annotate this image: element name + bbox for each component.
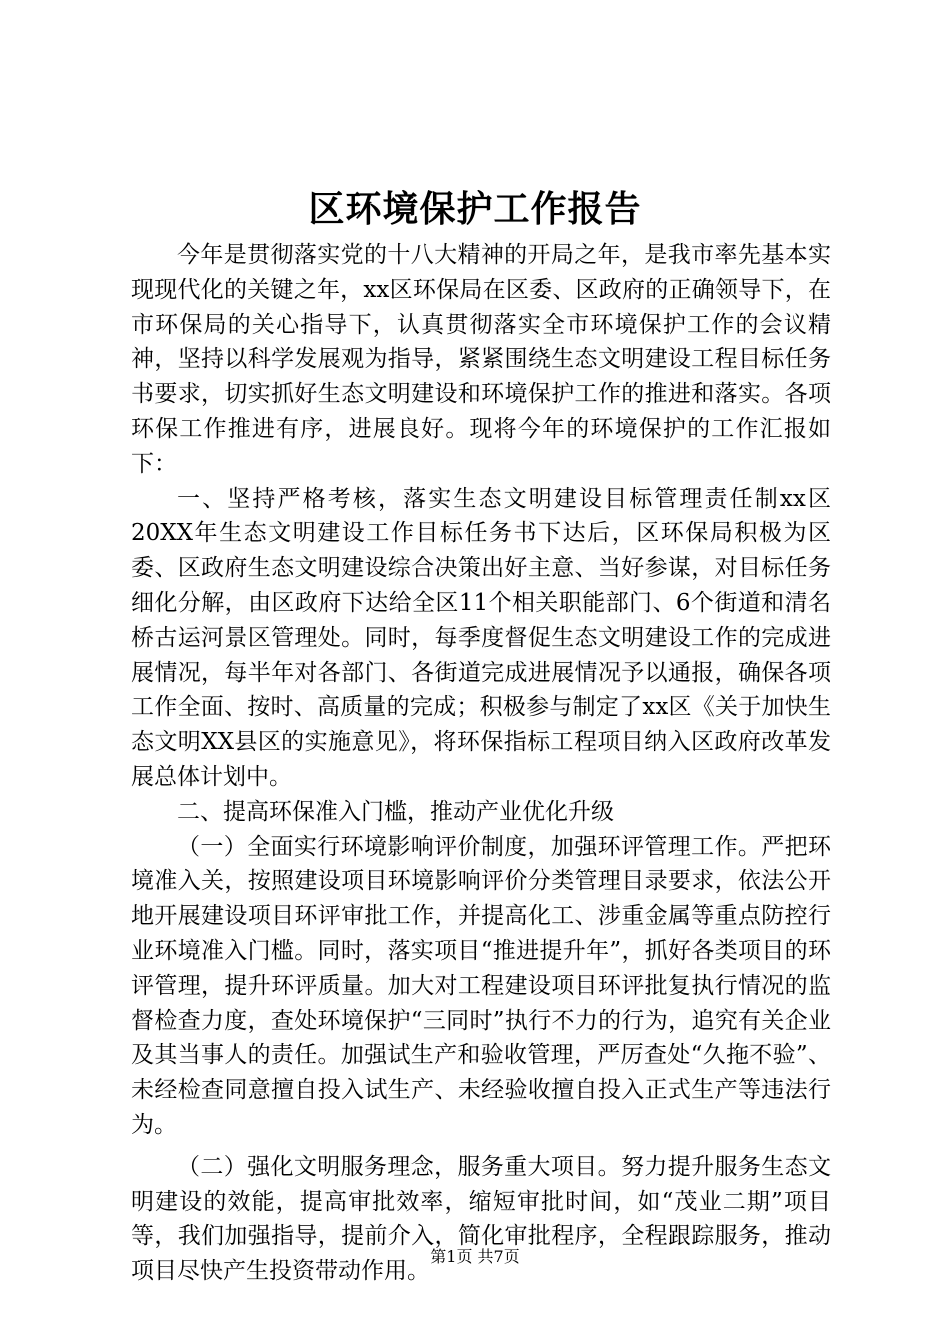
paragraph-section-1: 一、坚持严格考核，落实生态文明建设目标管理责任制xx区20XX年生态文明建设工作目标任务书下达后，区环保局积极为区委、区政府生态文明建设综合决策出好主意、当好参谋，对目标任务细化分解，由区政府下达给全区11个相关职能部门、6个街道和清名桥古运河景区管理处。同时，每季度督促生态文明建设工作的完成进展情况，每半年对各部门、各街道完成进展情况予以通报，确保各项工作全面、按时、高质量的完成；积极参与制定了xx区《关于加快生态文明XX县区的实施意见》，将环保指标工程项目纳入区政府改革发展总体计划中。: [131, 485, 831, 790]
paragraph-section-2-2: （二）强化文明服务理念，服务重大项目。努力提升服务生态文明建设的效能，提高审批效率，缩短审批时间，如“茂业二期”项目等，我们加强指导，提前介入，简化审批程序，全程跟踪服务，推动项目尽快产生投资带动作用。: [131, 1153, 831, 1285]
document-title: 区环境保护工作报告: [308, 188, 642, 230]
document-body: [131, 238, 831, 1289]
paragraph-section-2-heading: 二、提高环保准入门槛，推动产业优化升级: [177, 798, 614, 825]
page-footer: 第1页 共7页: [430, 1247, 520, 1266]
paragraph-section-2-1: （一）全面实行环境影响评价制度，加强环评管理工作。严把环境准入关，按照建设项目环境影响评价分类管理目录要求，依法公开地开展建设项目环评审批工作，并提高化工、涉重金属等重点防控行业环境准入门槛。同时，落实项目“推进提升年”，抓好各类项目的环评管理，提升环评质量。加大对工程建设项目环评批复执行情况的监督检查力度，查处环境保护“三同时”执行不力的行为，追究有关企业及其当事人的责任。加强试生产和验收管理，严厉查处“久拖不验”、未经检查同意擅自投入试生产、未经验收擅自投入正式生产等违法行为。: [131, 833, 831, 1138]
paragraph-intro: 今年是贯彻落实党的十八大精神的开局之年，是我市率先基本实现现代化的关键之年，xx区环保局在区委、区政府的正确领导下，在市环保局的关心指导下，认真贯彻落实全市环境保护工作的会议精神，坚持以科学发展观为指导，紧紧围绕生态文明建设工程目标任务书要求，切实抓好生态文明建设和环境保护工作的推进和落实。各项环保工作推进有序，进展良好。现将今年的环境保护的工作汇报如下：: [131, 242, 831, 477]
